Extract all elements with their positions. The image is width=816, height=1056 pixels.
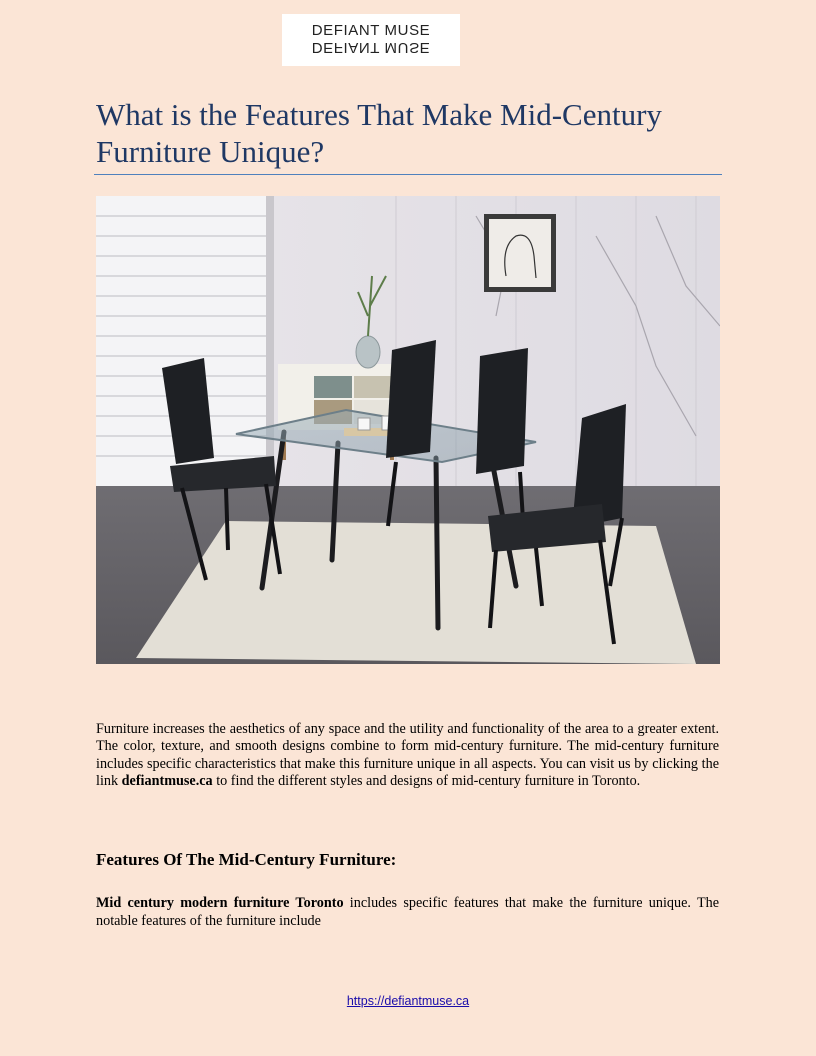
intro-text: Furniture increases the aesthetics of any space and the utility and functionality of the area to a greater extent. The color, texture, and smooth designs combine to form mid-century furniture. The mid-century furniture includes specific characteristics that make this furniture unique in all aspects. You can visit us by clicking the link xyxy=(96,721,719,789)
footer xyxy=(0,994,816,1008)
title-divider xyxy=(94,174,722,175)
intro-paragraph xyxy=(96,721,719,790)
site-link-text[interactable]: defiantmuse.ca xyxy=(121,772,213,789)
logo-text: DEFIANT MUSE xyxy=(311,22,431,39)
logo-text-mirrored: DEFIANT MUSE xyxy=(311,39,431,56)
intro-text-end: to find the different styles and designs of mid-century furniture in Toronto. xyxy=(212,772,641,789)
section-heading: Features Of The Mid-Century Furniture: xyxy=(96,850,397,869)
page-title: What is the Features That Make Mid-Century Furniture Unique? xyxy=(96,97,662,169)
dining-set-photo xyxy=(96,196,720,664)
keyword-bold: Mid century modern furniture Toronto xyxy=(96,895,344,911)
features-text: includes specific features that make the furniture unique. The notable features of the furniture include xyxy=(96,895,720,929)
features-paragraph xyxy=(96,894,719,930)
brand-logo xyxy=(282,14,460,66)
footer-url-link[interactable]: https://defiantmuse.ca xyxy=(346,994,470,1008)
